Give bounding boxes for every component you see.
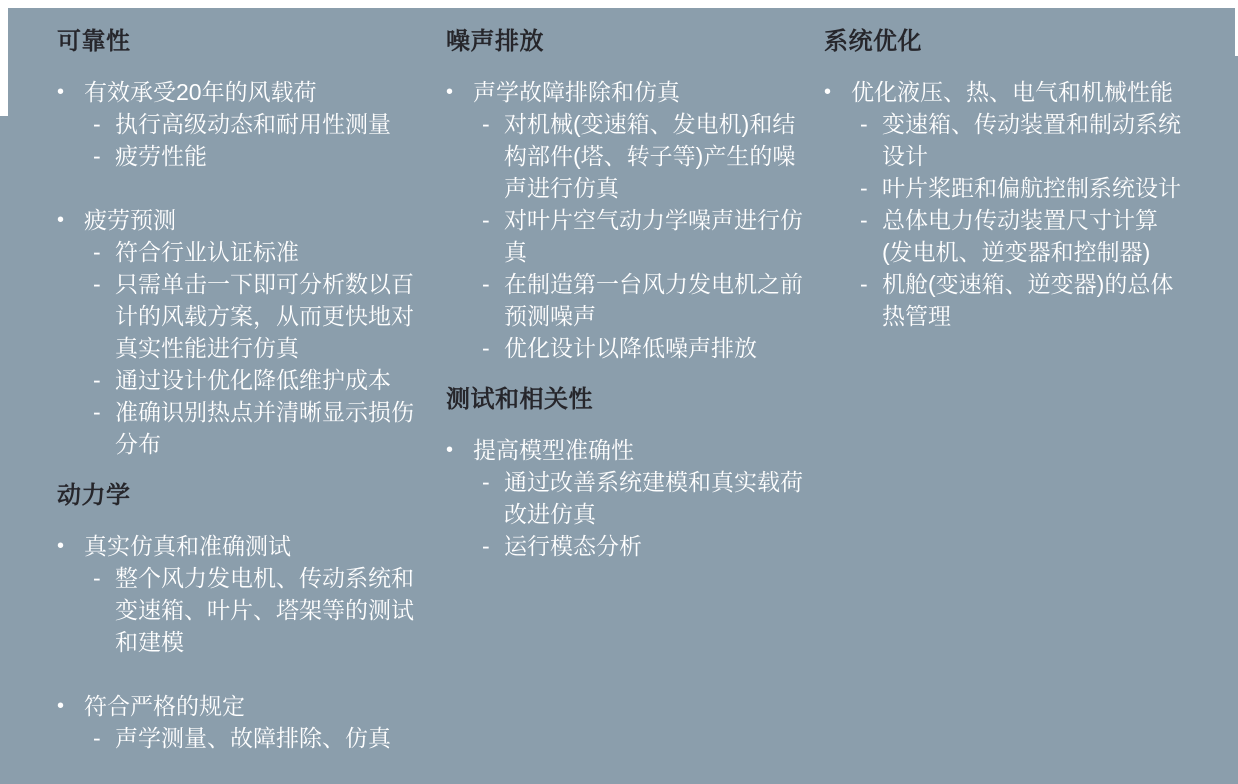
- sub-bullet-item: [824, 204, 1184, 268]
- bullet-text: 声学故障排除和仿真: [473, 79, 680, 105]
- dash-icon: -: [93, 143, 101, 169]
- section: [446, 384, 804, 562]
- dash-icon: -: [860, 175, 868, 201]
- sub-bullet-text: 准确识别热点并清晰显示损伤分布: [115, 399, 414, 457]
- dash-icon: -: [93, 111, 101, 137]
- sub-bullet-item: [446, 530, 804, 562]
- section-title: 测试和相关性: [446, 386, 593, 413]
- bullet-item: [57, 76, 415, 108]
- dash-icon: -: [482, 469, 490, 495]
- sub-bullet-item: [824, 172, 1184, 204]
- section-title: 动力学: [57, 482, 131, 509]
- sub-bullet-item: [824, 268, 1184, 332]
- sub-bullet-text: 机舱(变速箱、逆变器)的总体热管理: [882, 271, 1174, 329]
- dash-icon: -: [860, 111, 868, 137]
- bullet-item: [57, 204, 415, 236]
- sub-bullet-item: [446, 268, 804, 332]
- sub-bullet-text: 疲劳性能: [115, 143, 207, 169]
- sub-bullet-item: [57, 722, 415, 754]
- dash-icon: -: [93, 565, 101, 591]
- sub-bullet-item: [57, 396, 415, 460]
- bullet-icon: •: [57, 81, 65, 103]
- sub-bullet-text: 运行模态分析: [504, 533, 642, 559]
- dash-icon: -: [482, 271, 490, 297]
- column: [824, 26, 1184, 332]
- sub-bullet-text: 整个风力发电机、传动系统和变速箱、叶片、塔架等的测试和建模: [115, 565, 414, 655]
- bullet-icon: •: [57, 209, 65, 231]
- sub-bullet-text: 叶片桨距和偏航控制系统设计: [882, 175, 1181, 201]
- sub-bullet-item: [446, 466, 804, 530]
- sub-bullet-item: [57, 562, 415, 658]
- bullet-group: [57, 76, 415, 172]
- section: [446, 26, 804, 364]
- sub-bullet-text: 变速箱、传动装置和制动系统设计: [882, 111, 1181, 169]
- bullet-text: 符合严格的规定: [84, 693, 245, 719]
- dash-icon: -: [482, 335, 490, 361]
- sub-bullet-text: 对叶片空气动力学噪声进行仿真: [504, 207, 803, 265]
- sub-bullet-text: 在制造第一台风力发电机之前预测噪声: [504, 271, 803, 329]
- bullet-text: 疲劳预测: [84, 207, 176, 233]
- dash-icon: -: [93, 399, 101, 425]
- column: [57, 26, 415, 754]
- sub-bullet-item: [57, 236, 415, 268]
- sub-bullet-item: [446, 204, 804, 268]
- sub-bullet-text: 符合行业认证标准: [115, 239, 299, 265]
- bullet-group: [446, 434, 804, 562]
- dash-icon: -: [482, 533, 490, 559]
- bullet-item: [57, 690, 415, 722]
- bullet-item: [446, 76, 804, 108]
- bullet-text: 真实仿真和准确测试: [84, 533, 291, 559]
- bullet-item: [824, 76, 1184, 108]
- dash-icon: -: [93, 725, 101, 751]
- sub-bullet-item: [446, 108, 804, 204]
- bullet-icon: •: [446, 81, 454, 103]
- section: [57, 480, 415, 754]
- dash-icon: -: [482, 207, 490, 233]
- dash-icon: -: [482, 111, 490, 137]
- sub-bullet-item: [57, 108, 415, 140]
- section-title: 系统优化: [824, 28, 922, 55]
- column: [446, 26, 804, 562]
- bullet-group: [57, 690, 415, 754]
- bullet-icon: •: [57, 535, 65, 557]
- bullet-group: [824, 76, 1184, 332]
- bullet-item: [446, 434, 804, 466]
- sub-bullet-item: [57, 140, 415, 172]
- sub-bullet-text: 通过设计优化降低维护成本: [115, 367, 391, 393]
- bullet-icon: •: [824, 81, 832, 103]
- section: [57, 26, 415, 460]
- sub-bullet-item: [57, 364, 415, 396]
- dash-icon: -: [93, 239, 101, 265]
- dash-icon: -: [93, 271, 101, 297]
- bullet-item: [57, 530, 415, 562]
- sub-bullet-item: [824, 108, 1184, 172]
- bullet-text: 提高模型准确性: [473, 437, 634, 463]
- bullet-icon: •: [446, 439, 454, 461]
- sub-bullet-item: [57, 268, 415, 364]
- sub-bullet-text: 优化设计以降低噪声排放: [504, 335, 757, 361]
- dash-icon: -: [93, 367, 101, 393]
- section: [824, 26, 1184, 332]
- section-title: 噪声排放: [446, 28, 544, 55]
- bullet-text: 有效承受20年的风载荷: [84, 79, 317, 105]
- section-title: 可靠性: [57, 28, 131, 55]
- sub-bullet-text: 总体电力传动装置尺寸计算(发电机、逆变器和控制器): [882, 207, 1158, 265]
- bullet-group: [57, 204, 415, 460]
- sub-bullet-item: [446, 332, 804, 364]
- bullet-group: [57, 530, 415, 658]
- sub-bullet-text: 通过改善系统建模和真实载荷改进仿真: [504, 469, 803, 527]
- sub-bullet-text: 声学测量、故障排除、仿真: [115, 725, 391, 751]
- sub-bullet-text: 执行高级动态和耐用性测量: [115, 111, 391, 137]
- dash-icon: -: [860, 207, 868, 233]
- sub-bullet-text: 只需单击一下即可分析数以百计的风载方案，从而更快地对真实性能进行仿真: [115, 271, 414, 361]
- bullet-icon: •: [57, 695, 65, 717]
- bullet-group: [446, 76, 804, 364]
- sub-bullet-text: 对机械(变速箱、发电机)和结构部件(塔、转子等)产生的噪声进行仿真: [504, 111, 796, 201]
- dash-icon: -: [860, 271, 868, 297]
- bullet-text: 优化液压、热、电气和机械性能: [851, 79, 1173, 105]
